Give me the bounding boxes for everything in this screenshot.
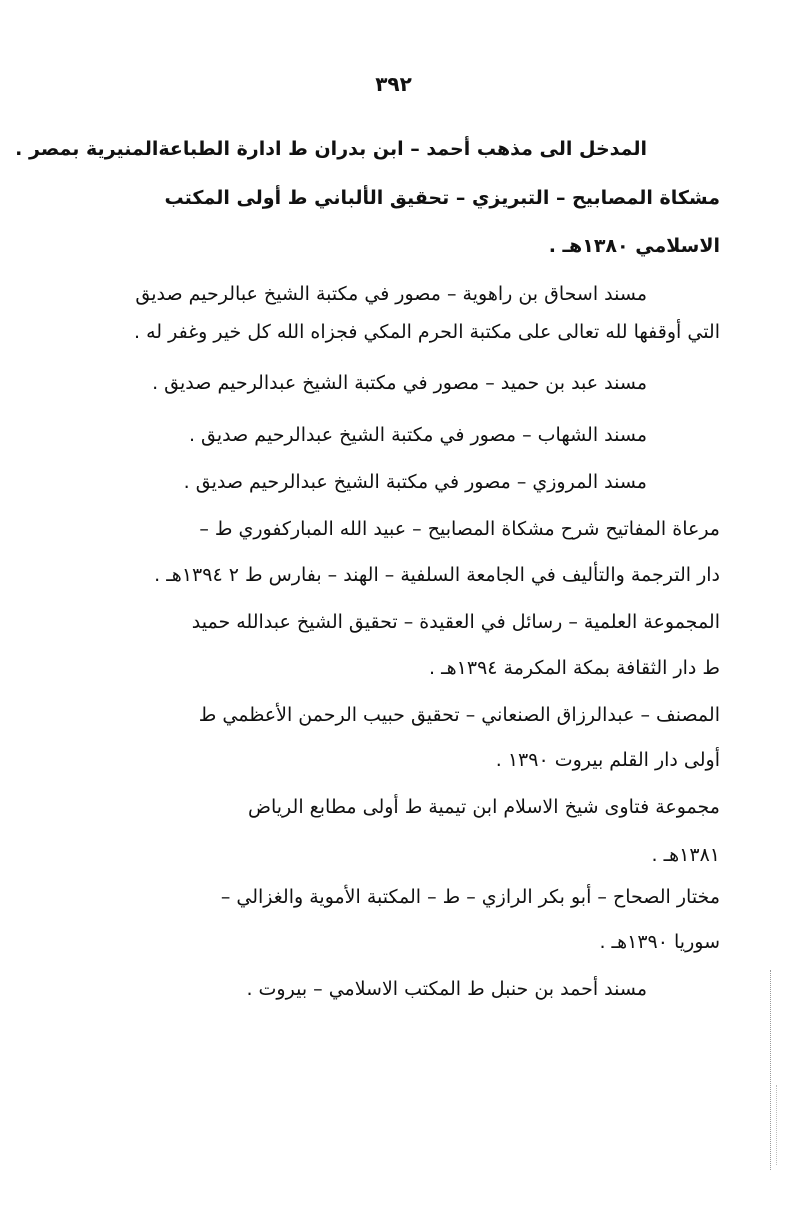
scan-edge-mark xyxy=(770,970,773,1170)
reference-line: المدخل الى مذهب أحمد – ابن بدران ط ادارة الطباعةالمنيرية بمصر . xyxy=(15,138,647,160)
reference-line: المجموعة العلمية – رسائل في العقيدة – تحقيق الشيخ عبدالله حميد xyxy=(191,611,720,633)
reference-line: مسند عبد بن حميد – مصور في مكتبة الشيخ عبدالرحيم صديق . xyxy=(152,372,647,394)
reference-line: مسند الشهاب – مصور في مكتبة الشيخ عبدالرحيم صديق . xyxy=(188,424,647,446)
page-number: ٣٩٢ xyxy=(375,72,412,96)
reference-line: المصنف – عبدالرزاق الصنعاني – تحقيق حبيب الرحمن الأعظمي ط xyxy=(198,704,720,726)
reference-line: دار الترجمة والتأليف في الجامعة السلفية – الهند – بفارس ط ٢ ١٣٩٤هـ . xyxy=(154,564,720,586)
reference-line: التي أوقفها لله تعالى على مكتبة الحرم المكي فجزاه الله كل خير وغفر له . xyxy=(134,321,720,343)
scan-edge-mark xyxy=(776,1085,779,1165)
reference-line: سوريا ١٣٩٠هـ . xyxy=(599,931,720,953)
reference-line: مشكاة المصابيح – التبريزي – تحقيق الألباني ط أولى المكتب xyxy=(164,187,720,209)
reference-line: مجموعة فتاوى شيخ الاسلام ابن تيمية ط أولى مطابع الرياض xyxy=(248,796,720,818)
reference-line: مسند اسحاق بن راهوية – مصور في مكتبة الشيخ عبالرحيم صديق xyxy=(135,283,647,305)
reference-line: مسند أحمد بن حنبل ط المكتب الاسلامي – بيروت . xyxy=(246,978,647,1000)
reference-line: أولى دار القلم بيروت ١٣٩٠ . xyxy=(495,749,720,771)
reference-line: ١٣٨١هـ . xyxy=(651,844,720,866)
reference-line: ط دار الثقافة بمكة المكرمة ١٣٩٤هـ . xyxy=(429,657,720,679)
reference-line: مرعاة المفاتيح شرح مشكاة المصابيح – عبيد الله المباركفوري ط – xyxy=(199,518,720,540)
reference-line: الاسلامي ١٣٨٠هـ . xyxy=(548,235,720,257)
reference-line: مسند المروزي – مصور في مكتبة الشيخ عبدالرحيم صديق . xyxy=(183,471,647,493)
reference-line: مختار الصحاح – أبو بكر الرازي – ط – المكتبة الأموية والغزالي – xyxy=(220,886,720,908)
